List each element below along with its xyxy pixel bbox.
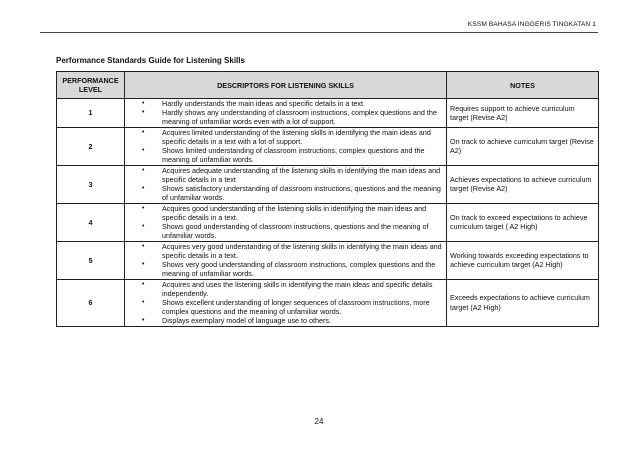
- level-cell: 2: [57, 127, 125, 165]
- level-cell: 3: [57, 165, 125, 203]
- bullet-icon: •: [142, 109, 145, 117]
- table-row: [57, 165, 599, 203]
- bullet-icon: •: [142, 128, 145, 136]
- descriptors-cell: [125, 241, 447, 279]
- descriptor-text: Acquires and uses the listening skills in identifying the main ideas and specific details independently.: [162, 279, 433, 298]
- descriptors-cell: [125, 203, 447, 241]
- performance-standards-table: [56, 71, 599, 327]
- bullet-icon: •: [142, 204, 145, 212]
- table-row: [57, 241, 599, 279]
- descriptor-text: Acquires adequate understanding of the listening skills in identifying the main ideas and specific details in a text: [162, 165, 441, 184]
- table-row: [57, 127, 599, 165]
- bullet-icon: •: [142, 100, 145, 107]
- descriptor-list: [128, 242, 443, 279]
- descriptor-item: [128, 128, 443, 146]
- descriptor-text: Shows good understanding of classroom instructions, questions and the meaning of unfamiliar words.: [162, 222, 429, 241]
- descriptor-item: [128, 166, 443, 184]
- descriptor-text: Hardly shows any understanding of classroom instructions, complex questions and the meaning of unfamiliar words even with a lot of support.: [162, 108, 437, 127]
- descriptor-text: Shows satisfactory understanding of classroom instructions, questions and the meaning of unfamiliar words.: [162, 184, 441, 203]
- descriptor-item: [128, 242, 443, 260]
- descriptors-cell: [125, 99, 447, 128]
- table-row: [57, 279, 599, 326]
- bullet-icon: •: [142, 185, 145, 193]
- descriptor-text: Acquires good understanding of the listening skills in identifying the main ideas and specific details in a text.: [162, 203, 427, 222]
- level-cell: 1: [57, 99, 125, 128]
- level-cell: 6: [57, 279, 125, 326]
- table-row: [57, 99, 599, 128]
- column-header-descriptors: DESCRIPTORS FOR LISTENING SKILLS: [125, 72, 447, 99]
- descriptor-item: [128, 260, 443, 278]
- column-header-notes: NOTES: [447, 72, 599, 99]
- bullet-icon: •: [142, 261, 145, 269]
- bullet-icon: •: [142, 223, 145, 231]
- notes-cell: Requires support to achieve curriculum target (Revise A2): [447, 99, 599, 128]
- descriptors-cell: [125, 127, 447, 165]
- table-header-row: [57, 72, 599, 99]
- descriptor-text: Acquires limited understanding of the listening skills in identifying the main ideas and specific details in a text with a lot of support.: [162, 127, 431, 146]
- column-header-level: PERFORMANCE LEVEL: [57, 72, 125, 99]
- descriptor-text: Shows very good understanding of classroom instructions, complex questions and the meaning of unfamiliar words.: [162, 260, 436, 279]
- bullet-icon: •: [142, 147, 145, 155]
- descriptor-list: [128, 280, 443, 326]
- descriptor-text: Hardly understands the main ideas and specific details in a text.: [162, 99, 365, 108]
- notes-cell: On track to exceed expectations to achieve curriculum target ( A2 High): [447, 203, 599, 241]
- notes-cell: On track to achieve curriculum target (Revise A2): [447, 127, 599, 165]
- running-header: KSSM BAHASA INGGERIS TINGKATAN 1: [467, 21, 596, 28]
- descriptor-item: [128, 222, 443, 240]
- bullet-icon: •: [142, 299, 145, 307]
- descriptor-text: Acquires very good understanding of the listening skills in identifying the main ideas and specific details in a text.: [162, 241, 442, 260]
- descriptor-item: [128, 184, 443, 202]
- descriptor-list: [128, 99, 443, 127]
- descriptor-item: [128, 204, 443, 222]
- descriptors-cell: [125, 279, 447, 326]
- descriptor-item: [128, 108, 443, 126]
- descriptor-list: [128, 166, 443, 203]
- level-cell: 4: [57, 203, 125, 241]
- header-divider: [40, 32, 598, 33]
- descriptor-item: [128, 146, 443, 164]
- level-cell: 5: [57, 241, 125, 279]
- descriptor-item: [128, 99, 443, 108]
- descriptors-cell: [125, 165, 447, 203]
- descriptor-text: Shows excellent understanding of longer sequences of classroom instructions, more complex questions and the meaning of unfamiliar words.: [162, 298, 430, 317]
- bullet-icon: •: [142, 317, 145, 325]
- descriptor-text: Shows limited understanding of classroom instructions, complex questions and the meaning of unfamiliar words.: [162, 146, 425, 165]
- descriptor-item: [128, 298, 443, 316]
- descriptor-item: [128, 316, 443, 325]
- descriptor-list: [128, 128, 443, 165]
- descriptor-text: Displays exemplary model of language use to others.: [162, 316, 331, 326]
- bullet-icon: •: [142, 166, 145, 174]
- descriptor-list: [128, 204, 443, 241]
- notes-cell: Working towards exceeding expectations to achieve curriculum target (A2 High): [447, 241, 599, 279]
- bullet-icon: •: [142, 280, 145, 288]
- section-title: Performance Standards Guide for Listening Skills: [56, 56, 245, 65]
- table-row: [57, 203, 599, 241]
- bullet-icon: •: [142, 242, 145, 250]
- notes-cell: Achieves expectations to achieve curriculum target (Revise A2): [447, 165, 599, 203]
- page-number: 24: [314, 417, 324, 426]
- descriptor-item: [128, 280, 443, 298]
- notes-cell: Exceeds expectations to achieve curriculum target (A2 High): [447, 279, 599, 326]
